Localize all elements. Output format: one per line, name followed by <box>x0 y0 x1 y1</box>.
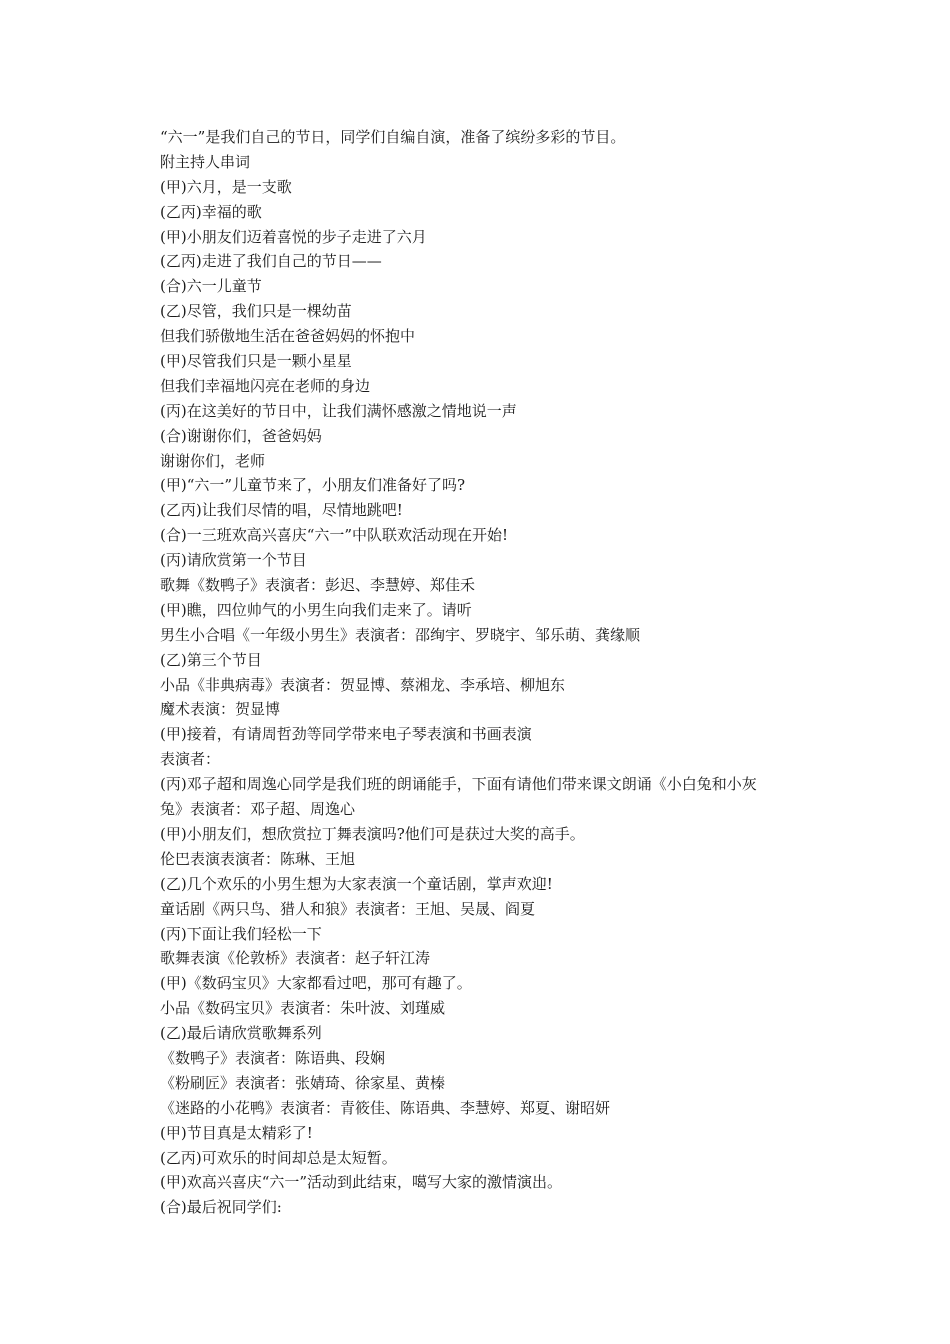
program-entry: 小品《数码宝贝》表演者：朱叶波、刘瑾威 <box>160 999 446 1018</box>
script-line: (甲)小朋友们，想欣赏拉丁舞表演吗?他们可是获过大奖的高手。 <box>160 824 585 843</box>
script-line: (丙)请欣赏第一个节目 <box>160 551 307 570</box>
program-entry: 男生小合唱《一年级小男生》表演者：邵绚宇、罗晓宇、邹乐萌、龚缘顺 <box>160 625 641 644</box>
script-line: (乙丙)走进了我们自己的节日—— <box>160 252 382 271</box>
script-line: (合)谢谢你们，爸爸妈妈 <box>160 426 322 445</box>
program-entry: 表演者： <box>160 750 221 769</box>
section-heading: 附主持人串词 <box>160 152 251 171</box>
script-line: (乙)最后请欣赏歌舞系列 <box>160 1024 322 1043</box>
script-line: 但我们幸福地闪亮在老师的身边 <box>160 376 371 395</box>
script-line: (甲)瞧，四位帅气的小男生向我们走来了。请听 <box>160 600 472 619</box>
script-line: (甲)接着，有请周哲劲等同学带来电子琴表演和书画表演 <box>160 725 532 744</box>
script-line: (甲)六月，是一支歌 <box>160 177 292 196</box>
script-line: (丙)邓子超和周逸心同学是我们班的朗诵能手，下面有请他们带来课文朗诵《小白兔和小灰 <box>160 775 757 794</box>
script-line: 谢谢你们，老师 <box>160 451 266 470</box>
script-line: (甲)欢高兴喜庆“六一”活动到此结束，噶写大家的激情演出。 <box>160 1173 563 1192</box>
script-line: (乙丙)可欢乐的时间却总是太短暂。 <box>160 1148 397 1167</box>
script-line: (合)一三班欢高兴喜庆“六一”中队联欢活动现在开始! <box>160 526 509 545</box>
script-line: (甲)“六一”儿童节来了，小朋友们准备好了吗? <box>160 476 466 495</box>
document-body <box>160 125 810 1220</box>
intro-paragraph: “六一”是我们自己的节日，同学们自编自演，准备了缤纷多彩的节目。 <box>160 128 626 146</box>
program-entry: 歌舞表演《伦敦桥》表演者：赵子轩江涛 <box>160 949 431 968</box>
program-entry: 魔术表演：贺显博 <box>160 700 281 719</box>
program-entry: 《粉刷匠》表演者：张婧琦、徐家星、黄榛 <box>160 1073 446 1092</box>
script-line: (合)最后祝同学们: <box>160 1198 282 1217</box>
script-line: 但我们骄傲地生活在爸爸妈妈的怀抱中 <box>160 327 416 346</box>
script-line: (甲)《数码宝贝》大家都看过吧，那可有趣了。 <box>160 974 472 993</box>
script-line: (乙)几个欢乐的小男生想为大家表演一个童话剧，掌声欢迎! <box>160 874 553 893</box>
program-entry: 《迷路的小花鸭》表演者：青筱佳、陈语典、李慧婷、郑夏、谢昭妍 <box>160 1098 611 1117</box>
program-entry: 童话剧《两只鸟、猎人和狼》表演者：王旭、吴晟、阎夏 <box>160 899 536 918</box>
script-line: (乙丙)让我们尽情的唱，尽情地跳吧! <box>160 501 403 520</box>
program-entry: 伦巴表演表演者：陈琳、王旭 <box>160 849 356 868</box>
script-line: (乙)第三个节目 <box>160 650 262 669</box>
script-line: (丙)下面让我们轻松一下 <box>160 924 322 943</box>
script-line: (乙)尽管，我们只是一棵幼苗 <box>160 302 352 321</box>
script-line: (甲)小朋友们迈着喜悦的步子走进了六月 <box>160 227 427 246</box>
program-entry: 小品《非典病毒》表演者：贺显博、蔡湘龙、李承培、柳旭东 <box>160 675 566 694</box>
script-line: (甲)尽管我们只是一颗小星星 <box>160 352 352 371</box>
script-line: (甲)节目真是太精彩了! <box>160 1123 313 1142</box>
script-line: (合)六一儿童节 <box>160 277 262 296</box>
script-line: (丙)在这美好的节日中，让我们满怀感激之情地说一声 <box>160 401 517 420</box>
program-entry: 《数鸭子》表演者：陈语典、段娴 <box>160 1048 386 1067</box>
script-line: (乙丙)幸福的歌 <box>160 202 262 221</box>
program-entry: 兔》表演者：邓子超、周逸心 <box>160 800 356 819</box>
program-entry: 歌舞《数鸭子》表演者：彭迟、李慧婷、郑佳禾 <box>160 576 476 595</box>
